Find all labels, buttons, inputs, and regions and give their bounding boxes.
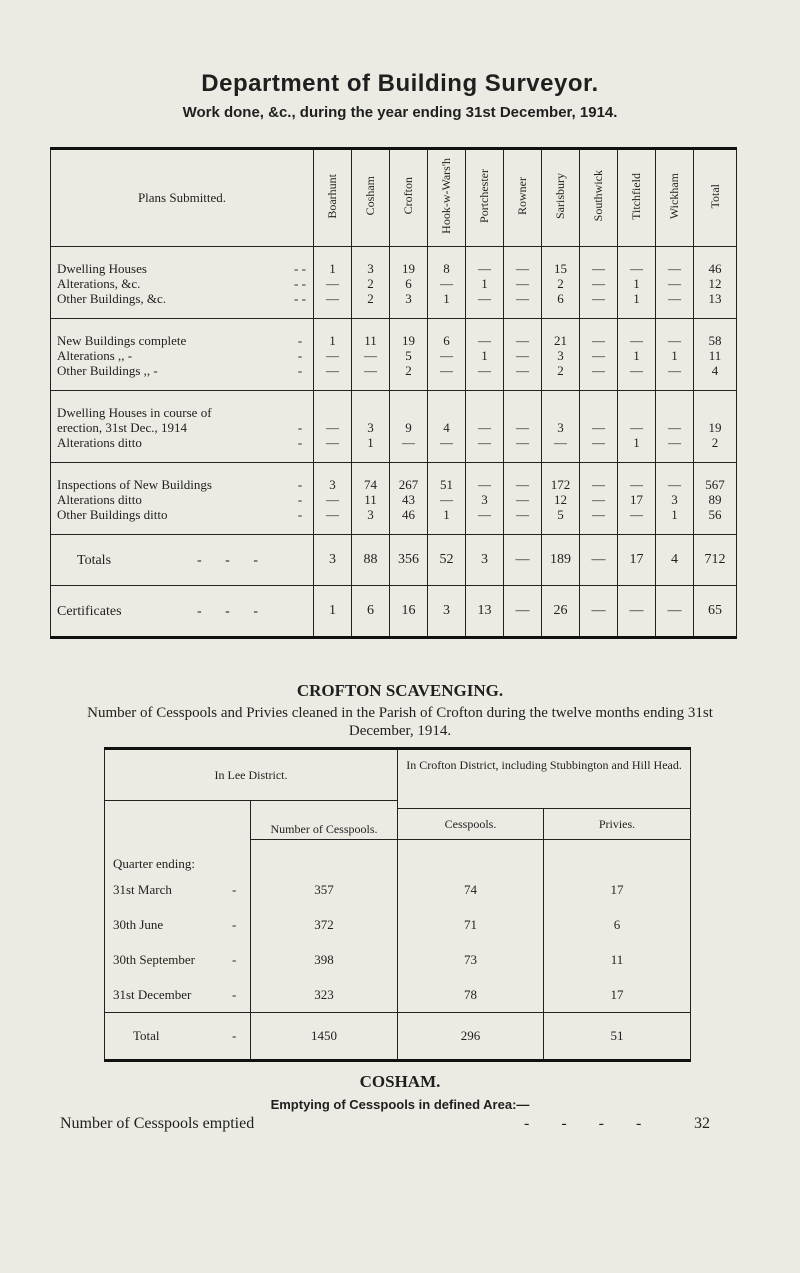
cell-value: — (516, 276, 529, 291)
cell-value: 2 (367, 276, 374, 291)
cell-value: 3 (671, 492, 678, 507)
value-cesspools: 296 (398, 1013, 544, 1061)
table-cell: 6 (352, 586, 390, 638)
table-cell (580, 391, 618, 463)
cell-value: — (592, 261, 605, 276)
table-cell: 16 (390, 586, 428, 638)
cell-value: 19 (708, 420, 722, 435)
quarter-label: 30th June (113, 916, 164, 932)
table-cell: 17 (618, 535, 656, 586)
table-cell (542, 247, 580, 319)
table-cell (656, 391, 694, 463)
row-label: Alterations ,, - (57, 348, 133, 363)
quarter-label: 31st March (113, 881, 172, 897)
row-dash: - (297, 363, 303, 378)
row-dash: - (297, 477, 303, 492)
quarter-heading-row (105, 840, 691, 873)
header-row (51, 149, 737, 247)
col-header: Southwick (580, 149, 618, 247)
value-lee: 323 (251, 977, 398, 1013)
cell-value: 12 (708, 276, 722, 291)
cell-value: — (668, 261, 681, 276)
table-cell: 356 (390, 535, 428, 586)
table-cell (694, 463, 737, 535)
table-row (105, 907, 691, 942)
table-cell: 65 (694, 586, 737, 638)
row-label: Alterations ditto (57, 435, 142, 450)
value-lee: 1450 (251, 1013, 398, 1061)
cell-value: 51 (440, 477, 453, 492)
col-header: Portchester (466, 149, 504, 247)
cell-value: 1 (633, 435, 640, 450)
cell-value: 1 (633, 348, 640, 363)
cell-value: 43 (402, 492, 415, 507)
table-cell (542, 463, 580, 535)
col-header: Cosham (352, 149, 390, 247)
cell-value: — (516, 435, 529, 450)
cell-value: 19 (402, 333, 415, 348)
cell-value: — (364, 348, 377, 363)
cell-value (466, 405, 503, 420)
table-cell (504, 247, 542, 319)
quarter-label: Total (133, 1028, 160, 1043)
cell-value: — (326, 291, 339, 306)
col-header: Hook-w-Wars'h (428, 149, 466, 247)
cell-value: — (592, 363, 605, 378)
table-cell (542, 391, 580, 463)
table-cell: — (504, 586, 542, 638)
cell-value: — (516, 261, 529, 276)
cell-value: — (592, 492, 605, 507)
cell-value: — (326, 420, 339, 435)
row-label: Other Buildings ditto (57, 507, 168, 522)
row-labels (51, 247, 314, 319)
certificates-dash: - - - (197, 603, 268, 619)
row-label: Inspections of New Buildings (57, 477, 212, 492)
cell-value: 74 (364, 477, 377, 492)
row-dash: - (297, 435, 303, 450)
row-dash (293, 405, 307, 420)
cell-value: — (592, 435, 605, 450)
table-cell (466, 319, 504, 391)
cell-value: 172 (550, 477, 571, 492)
crofton-scavenging-table (104, 747, 691, 1062)
row-labels (51, 463, 314, 535)
table-cell (618, 247, 656, 319)
cell-value (428, 405, 465, 420)
table-row-group (51, 247, 737, 319)
cell-value: 1 (443, 291, 450, 306)
table-row-group (51, 391, 737, 463)
cell-value: — (326, 435, 339, 450)
row-dash: - (297, 492, 303, 507)
table-cell: 4 (656, 535, 694, 586)
table-cell (504, 391, 542, 463)
value-privies: 6 (544, 907, 691, 942)
cell-value: — (668, 420, 681, 435)
cell-value: 567 (705, 477, 725, 492)
quarter-dash: - (232, 1028, 237, 1043)
cell-value: — (478, 420, 491, 435)
quarter-label: 30th September (113, 951, 195, 967)
crofton-district-header: In Crofton District, including Stubbington and Hill Head. (398, 749, 691, 809)
value-privies: 17 (544, 872, 691, 907)
cell-value: 1 (633, 276, 640, 291)
cell-value: 2 (711, 435, 719, 450)
cell-value: — (326, 492, 339, 507)
cell-value: 1 (329, 333, 336, 348)
table-cell: 189 (542, 535, 580, 586)
cell-value: — (478, 261, 491, 276)
cell-value: — (592, 291, 605, 306)
table-cell: 3 (314, 535, 352, 586)
table-cell (428, 391, 466, 463)
cell-value: — (592, 507, 605, 522)
cosham-cesspools-line (60, 1115, 710, 1133)
cell-value: — (326, 276, 339, 291)
value-cesspools: 78 (398, 977, 544, 1013)
certificates-row (51, 586, 737, 638)
cell-value (694, 405, 736, 420)
cell-value: — (516, 333, 529, 348)
cell-value: 2 (405, 363, 412, 378)
col-header: Wickham (656, 149, 694, 247)
cell-value: 89 (708, 492, 722, 507)
table-cell (428, 319, 466, 391)
cell-value: — (478, 333, 491, 348)
cell-value: 5 (557, 507, 564, 522)
table-cell (466, 391, 504, 463)
cell-value: 1 (481, 348, 488, 363)
cell-value: — (478, 291, 491, 306)
cell-value: 5 (405, 348, 412, 363)
cell-value: — (630, 261, 643, 276)
table-cell (504, 463, 542, 535)
cell-value: 11 (708, 348, 722, 363)
cell-value: — (630, 477, 643, 492)
cell-value: 19 (402, 261, 415, 276)
row-label: erection, 31st Dec., 1914 (57, 420, 187, 435)
cell-value: 46 (708, 261, 722, 276)
cell-value: 3 (367, 507, 374, 522)
quarter-dash: - (232, 951, 237, 967)
row-labels (51, 319, 314, 391)
cell-value: — (364, 363, 377, 378)
cell-value: — (592, 348, 605, 363)
table-cell: 1 (314, 586, 352, 638)
corner-label: Plans Submitted. (51, 149, 314, 247)
value-cesspools: 73 (398, 942, 544, 977)
cell-value: — (630, 333, 643, 348)
cesspools-header: Cesspools. (398, 809, 544, 840)
table-cell (542, 319, 580, 391)
table-cell (466, 247, 504, 319)
cell-value (618, 405, 655, 420)
value-cesspools: 74 (398, 872, 544, 907)
cell-value: — (668, 291, 681, 306)
cell-value: 1 (671, 507, 678, 522)
table-cell (656, 463, 694, 535)
cell-value: 3 (557, 420, 564, 435)
cell-value: — (668, 333, 681, 348)
table-cell (428, 463, 466, 535)
table-cell: 88 (352, 535, 390, 586)
row-dash: - (297, 420, 303, 435)
table-cell (390, 391, 428, 463)
table-row (105, 872, 691, 907)
cell-value: — (668, 435, 681, 450)
table-cell (352, 391, 390, 463)
value-privies: 51 (544, 1013, 691, 1061)
cell-value: 3 (329, 477, 336, 492)
cell-value: — (516, 348, 529, 363)
cell-value: — (326, 363, 339, 378)
cell-value: — (440, 363, 453, 378)
cosham-value: 32 (694, 1115, 710, 1132)
cell-value: — (478, 435, 491, 450)
privies-header: Privies. (544, 809, 691, 840)
cell-value: — (592, 420, 605, 435)
cell-value: — (440, 348, 453, 363)
number-of-cesspools-header: Number of Cesspools. (251, 801, 398, 840)
col-header: Boarhunt (314, 149, 352, 247)
cell-value: 1 (443, 507, 450, 522)
totals-dash: - - - (197, 552, 268, 568)
quarter-dash: - (232, 986, 237, 1002)
table-cell (694, 247, 737, 319)
row-dash: - - (294, 261, 306, 276)
cell-value: 6 (443, 333, 450, 348)
cosham-line-label: Number of Cesspools emptied (60, 1115, 255, 1132)
cosham-title: COSHAM. (359, 1072, 441, 1091)
table-cell (580, 319, 618, 391)
totals-row (51, 535, 737, 586)
cell-value: 2 (367, 291, 374, 306)
col-header: Total (694, 149, 737, 247)
cell-value: — (516, 291, 529, 306)
cell-value: — (440, 492, 453, 507)
value-lee: 398 (251, 942, 398, 977)
row-label: Other Buildings ,, - (57, 363, 158, 378)
cell-value (352, 405, 389, 420)
table-cell: — (618, 586, 656, 638)
certificates-label: Certificates (57, 603, 122, 619)
cell-value: — (326, 507, 339, 522)
cell-value: — (554, 435, 567, 450)
table-cell (580, 463, 618, 535)
table-cell: 3 (466, 535, 504, 586)
cell-value: — (326, 348, 339, 363)
row-label: Dwelling Houses in course of (57, 405, 212, 420)
table-cell (694, 391, 737, 463)
row-dash: - (297, 333, 303, 348)
cell-value: — (668, 363, 681, 378)
cell-value (542, 405, 579, 420)
cell-value: — (668, 477, 681, 492)
cell-value: — (516, 420, 529, 435)
col-header: Sarisbury (542, 149, 580, 247)
table-cell (314, 463, 352, 535)
cell-value: 1 (367, 435, 374, 450)
cell-value: — (516, 492, 529, 507)
cell-value: 3 (557, 348, 564, 363)
table-cell: 52 (428, 535, 466, 586)
table-cell (618, 463, 656, 535)
table-cell (466, 463, 504, 535)
cell-value: 1 (329, 261, 336, 276)
table-cell (314, 391, 352, 463)
table-cell: 13 (466, 586, 504, 638)
cell-value: 2 (557, 276, 564, 291)
cell-value: 11 (364, 492, 377, 507)
table-cell (428, 247, 466, 319)
value-privies: 11 (544, 942, 691, 977)
table-cell (390, 463, 428, 535)
cell-value: — (440, 435, 453, 450)
table-row (105, 942, 691, 977)
table-cell (656, 319, 694, 391)
cell-value: 56 (708, 507, 722, 522)
quarter-label: 31st December (113, 986, 192, 1002)
cell-value: — (630, 420, 643, 435)
col-header: Titchfield (618, 149, 656, 247)
cell-value: 9 (405, 420, 412, 435)
table-cell: 26 (542, 586, 580, 638)
row-label: Dwelling Houses (57, 261, 147, 276)
row-dash: - (297, 507, 303, 522)
cell-value: — (402, 435, 415, 450)
value-privies: 17 (544, 977, 691, 1013)
value-lee: 372 (251, 907, 398, 942)
cell-value: 267 (398, 477, 419, 492)
cell-value: 11 (364, 333, 377, 348)
page-subtitle: Work done, &c., during the year ending 31st December, 1914. (182, 104, 618, 121)
table-cell (352, 319, 390, 391)
cell-value: 13 (708, 291, 722, 306)
table-cell (314, 247, 352, 319)
cell-value: 2 (557, 363, 564, 378)
page-title: Department of Building Surveyor. (201, 70, 599, 97)
cell-value (656, 405, 693, 420)
cell-value: 3 (405, 291, 412, 306)
quarter-heading: Quarter ending: (105, 840, 251, 873)
totals-label: Totals (77, 552, 112, 568)
cell-value: — (440, 276, 453, 291)
crofton-description: Number of Cesspools and Privies cleaned in the Parish of Crofton during the twelve months ending 31st December, 1914. (87, 705, 713, 739)
value-cesspools: 71 (398, 907, 544, 942)
table-cell: — (656, 586, 694, 638)
cell-value: 8 (443, 261, 450, 276)
cell-value: — (630, 363, 643, 378)
table-cell: 3 (428, 586, 466, 638)
row-labels (51, 391, 314, 463)
table-cell (390, 247, 428, 319)
cell-value: — (592, 333, 605, 348)
quarter-dash: - (232, 881, 237, 897)
cell-value: — (592, 477, 605, 492)
row-label: New Buildings complete (57, 333, 187, 348)
col-header: Crofton (390, 149, 428, 247)
table-cell (656, 247, 694, 319)
cell-value: 6 (557, 291, 564, 306)
cell-value: 46 (402, 507, 415, 522)
cell-value: — (668, 276, 681, 291)
table-cell (352, 463, 390, 535)
table-cell (618, 319, 656, 391)
cell-value: 12 (554, 492, 567, 507)
row-label: Alterations, &c. (57, 276, 141, 291)
cosham-subtitle: Emptying of Cesspools in defined Area:— (270, 1097, 530, 1112)
table-cell (694, 319, 737, 391)
cell-value: 58 (708, 333, 722, 348)
cosham-dots: - - - - (524, 1115, 656, 1132)
table-cell: — (580, 535, 618, 586)
cell-value: — (478, 507, 491, 522)
cell-value: — (478, 363, 491, 378)
crofton-title: CROFTON SCAVENGING. (296, 681, 504, 700)
cell-value: 4 (711, 363, 719, 378)
cell-value: 1 (481, 276, 488, 291)
table-cell (580, 247, 618, 319)
table-cell (390, 319, 428, 391)
cell-value: — (516, 507, 529, 522)
table-cell: — (580, 586, 618, 638)
row-label: Other Buildings, &c. (57, 291, 167, 306)
cell-value (580, 405, 617, 420)
row-dash: - (297, 348, 303, 363)
cell-value (504, 405, 541, 420)
lee-district-header: In Lee District. (105, 749, 398, 801)
cell-value: — (630, 507, 643, 522)
cell-value: 17 (630, 492, 643, 507)
table-row-group (51, 463, 737, 535)
table-cell (618, 391, 656, 463)
cell-value: 6 (405, 276, 412, 291)
cell-value: 1 (633, 291, 640, 306)
table-cell: — (504, 535, 542, 586)
cell-value: 1 (671, 348, 678, 363)
cell-value: — (478, 477, 491, 492)
table-row (105, 1013, 691, 1061)
cell-value: — (516, 363, 529, 378)
cell-value (390, 405, 427, 420)
cell-value: — (516, 477, 529, 492)
cell-value: 3 (367, 420, 374, 435)
cell-value (314, 405, 351, 420)
row-dash: - - (294, 291, 306, 306)
value-lee: 357 (251, 872, 398, 907)
table-cell (504, 319, 542, 391)
cell-value: 3 (481, 492, 488, 507)
quarter-dash: - (232, 916, 237, 932)
table-cell (314, 319, 352, 391)
table-row-group (51, 319, 737, 391)
row-label: Alterations ditto (57, 492, 142, 507)
table-cell: 712 (694, 535, 737, 586)
col-header: Rowner (504, 149, 542, 247)
cell-value: 4 (443, 420, 450, 435)
cell-value: 21 (554, 333, 567, 348)
cell-value: 15 (554, 261, 567, 276)
cell-value: — (592, 276, 605, 291)
cell-value: 3 (367, 261, 374, 276)
table-cell (352, 247, 390, 319)
plans-submitted-table (50, 147, 737, 639)
table-row (105, 977, 691, 1013)
row-dash: - - (294, 276, 306, 291)
